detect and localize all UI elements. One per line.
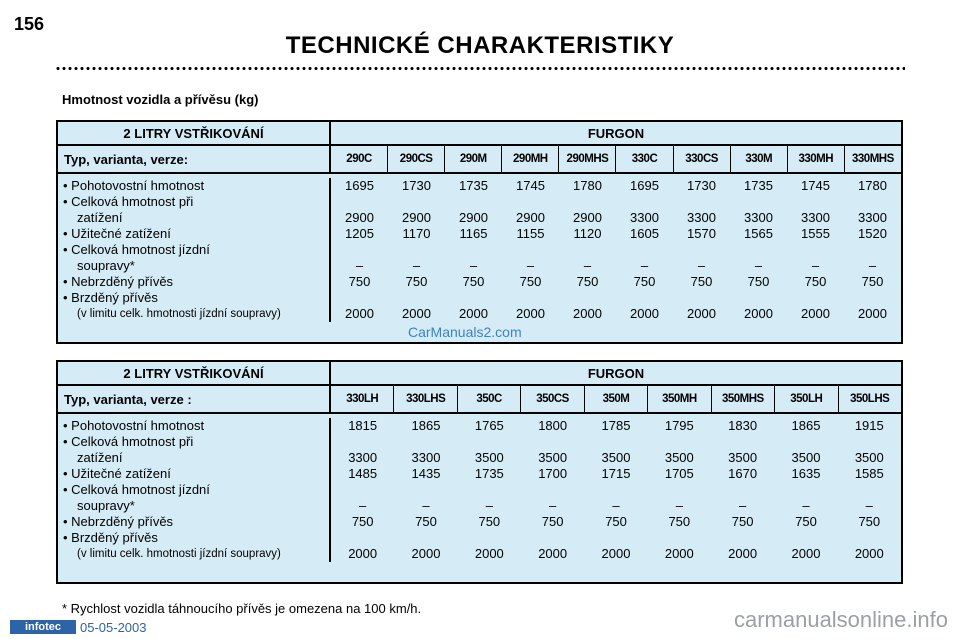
value-cell: 3500 xyxy=(728,450,758,465)
value-cell: 1815 xyxy=(348,418,378,433)
type-label: Typ, varianta, verze: xyxy=(58,146,331,172)
spacer xyxy=(711,530,774,546)
value-cell: 2000 xyxy=(858,306,887,321)
row-label: • Celková hmotnost při xyxy=(63,194,194,209)
row-label: (v limitu celk. hmotnosti jízdní soupravy) xyxy=(77,548,281,560)
spacer xyxy=(502,290,559,306)
value-cell: 2000 xyxy=(411,546,441,561)
value-cell: 1165 xyxy=(459,226,488,241)
value-cell: 1715 xyxy=(601,466,631,481)
value-cell: 2000 xyxy=(474,546,504,561)
version-header-row xyxy=(58,386,901,414)
value-cell: 2900 xyxy=(459,210,488,225)
row-label: zatížení xyxy=(77,450,123,465)
value-cell: 1705 xyxy=(664,466,694,481)
value-cell: 2000 xyxy=(664,546,694,561)
spacer xyxy=(730,290,787,306)
value-cell: – xyxy=(697,258,706,273)
spacer xyxy=(774,530,837,546)
version-name: 330MH xyxy=(788,146,845,172)
value-cell: – xyxy=(469,258,478,273)
value-cell: 750 xyxy=(541,514,564,529)
spacer xyxy=(445,242,502,258)
value-cell: 1700 xyxy=(538,466,568,481)
value-cell: 3500 xyxy=(791,450,821,465)
value-cell: – xyxy=(640,258,649,273)
page-number: 156 xyxy=(14,14,45,34)
version-name: 330MHS xyxy=(852,153,894,165)
value-cell: 1735 xyxy=(744,178,773,193)
value-cell: 1565 xyxy=(744,226,773,241)
value-column xyxy=(787,178,844,322)
version-name: 330C xyxy=(616,146,673,172)
version-name: 290MHS xyxy=(559,146,616,172)
value-cell: 2000 xyxy=(854,546,884,561)
value-cell: 1205 xyxy=(345,226,374,241)
value-cell: – xyxy=(355,258,364,273)
spacer xyxy=(502,194,559,210)
spacer xyxy=(331,434,394,450)
row-label: • Brzděný přívěs xyxy=(63,290,158,305)
value-cell: – xyxy=(583,258,592,273)
spacer xyxy=(730,242,787,258)
spacer xyxy=(774,482,837,498)
value-cell: 1670 xyxy=(728,466,758,481)
value-cell: – xyxy=(359,498,367,513)
value-cell: 2900 xyxy=(516,210,545,225)
value-cell: 750 xyxy=(731,514,754,529)
value-cell: 3300 xyxy=(801,210,830,225)
value-cell: 1635 xyxy=(791,466,821,481)
spacer xyxy=(388,242,445,258)
value-cell: 1170 xyxy=(402,226,431,241)
spacer xyxy=(616,194,673,210)
value-cell: 1745 xyxy=(801,178,830,193)
spacer xyxy=(673,194,730,210)
version-name: 350LH xyxy=(775,386,838,412)
value-cell: 750 xyxy=(747,274,770,289)
spacer xyxy=(331,242,388,258)
body-type-label: FURGON xyxy=(587,365,645,381)
value-cell: 750 xyxy=(795,514,817,529)
engine-label: 2 LITRY VSTŘIKOVÁNÍ xyxy=(58,122,331,144)
value-cell: 3300 xyxy=(744,210,773,225)
value-cell: 3500 xyxy=(474,450,504,465)
spacer xyxy=(521,434,584,450)
value-column xyxy=(521,418,584,562)
print-date: 05-05-2003 xyxy=(80,620,147,635)
version-header-row xyxy=(58,146,901,174)
engine-label: 2 LITRY VSTŘIKOVÁNÍ xyxy=(58,362,331,384)
type-label: Typ, varianta, verze : xyxy=(58,386,331,412)
value-column xyxy=(388,178,445,322)
value-cell: 2000 xyxy=(459,306,488,321)
value-cell: 3300 xyxy=(348,450,378,465)
spacer xyxy=(673,242,730,258)
value-cell: 1435 xyxy=(411,466,441,481)
value-cell: 1735 xyxy=(459,178,488,193)
value-cell: – xyxy=(802,498,810,513)
value-cell: 1605 xyxy=(630,226,659,241)
value-cell: 1745 xyxy=(516,178,545,193)
value-cell: – xyxy=(412,258,421,273)
value-column xyxy=(648,418,711,562)
body-type-label: FURGON xyxy=(587,125,645,141)
value-cell: 2900 xyxy=(345,210,374,225)
value-cell: – xyxy=(422,498,430,513)
value-cell: 1795 xyxy=(664,418,694,433)
row-label: zatížení xyxy=(77,210,123,225)
spacer xyxy=(331,530,394,546)
value-cell: 2900 xyxy=(402,210,431,225)
value-column xyxy=(331,418,394,562)
value-cell: 750 xyxy=(605,514,627,529)
row-label: (v limitu celk. hmotnosti jízdní soupravy) xyxy=(77,308,281,320)
value-cell: 2000 xyxy=(791,546,821,561)
value-cell: 750 xyxy=(861,274,884,289)
row-labels xyxy=(58,418,331,562)
value-cell: – xyxy=(868,258,877,273)
value-column xyxy=(711,418,774,562)
spacer xyxy=(730,194,787,210)
value-cell: 2000 xyxy=(516,306,545,321)
value-column xyxy=(394,418,457,562)
version-name: 350MH xyxy=(648,386,711,412)
value-cell: – xyxy=(739,498,747,513)
row-label: • Celková hmotnost při xyxy=(63,434,194,449)
row-labels xyxy=(58,178,331,322)
dotted-divider xyxy=(55,66,905,71)
value-cell: – xyxy=(526,258,535,273)
value-cell: 3300 xyxy=(630,210,659,225)
row-label: soupravy* xyxy=(77,258,135,273)
row-label: • Brzděný přívěs xyxy=(63,530,158,545)
value-cell: 3300 xyxy=(411,450,441,465)
value-column xyxy=(838,418,901,562)
version-name: 330LHS xyxy=(394,386,457,412)
value-cell: 2000 xyxy=(744,306,773,321)
spacer xyxy=(844,290,901,306)
value-cell: 1735 xyxy=(474,466,504,481)
version-name: 350LHS xyxy=(850,393,890,405)
row-label: • Užitečné zatížení xyxy=(63,226,171,241)
spacer xyxy=(648,530,711,546)
value-cell: 1120 xyxy=(573,226,602,241)
value-column xyxy=(458,418,521,562)
value-cell: 3300 xyxy=(687,210,716,225)
spacer xyxy=(584,434,647,450)
version-name: 330CS xyxy=(674,146,731,172)
row-label: soupravy* xyxy=(77,498,135,513)
value-cell: 1520 xyxy=(858,226,887,241)
value-cell: 1800 xyxy=(538,418,568,433)
value-cell: 750 xyxy=(858,514,881,529)
value-cell: 1485 xyxy=(348,466,378,481)
value-cell: 750 xyxy=(690,274,713,289)
value-cell: 1695 xyxy=(630,178,659,193)
version-name: 350MHS xyxy=(712,386,775,412)
spacer xyxy=(838,434,901,450)
value-cell: 1865 xyxy=(791,418,821,433)
value-cell: 1785 xyxy=(601,418,631,433)
spacer xyxy=(673,290,730,306)
value-cell: 3500 xyxy=(601,450,631,465)
spacer xyxy=(616,242,673,258)
version-name: 350C xyxy=(458,386,521,412)
value-column xyxy=(774,418,837,562)
value-column xyxy=(584,418,647,562)
version-name: 350M xyxy=(585,386,648,412)
spacer xyxy=(521,530,584,546)
value-column xyxy=(331,178,388,322)
row-label: • Nebrzděný přívěs xyxy=(63,514,174,529)
spacer xyxy=(584,530,647,546)
spacer xyxy=(844,242,901,258)
spacer xyxy=(787,290,844,306)
value-cell: 1765 xyxy=(474,418,504,433)
value-cell: 2000 xyxy=(630,306,659,321)
value-cell: 750 xyxy=(351,514,374,529)
watermark: CarManuals2.com xyxy=(408,324,522,340)
value-cell: – xyxy=(485,498,493,513)
value-cell: 1915 xyxy=(854,418,884,433)
value-cell: 1695 xyxy=(345,178,374,193)
value-column xyxy=(502,178,559,322)
row-label: • Užitečné zatížení xyxy=(63,466,171,481)
version-name: 330LH xyxy=(331,386,394,412)
value-cell: 2000 xyxy=(728,546,758,561)
value-column xyxy=(445,178,502,322)
row-label: • Nebrzděný přívěs xyxy=(63,274,174,289)
value-column xyxy=(616,178,673,322)
value-cell: 2000 xyxy=(801,306,830,321)
spacer xyxy=(711,482,774,498)
value-cell: 1730 xyxy=(402,178,431,193)
spacer xyxy=(394,434,457,450)
spacer xyxy=(445,290,502,306)
value-cell: 1570 xyxy=(687,226,716,241)
spacer xyxy=(559,290,616,306)
value-cell: 2900 xyxy=(573,210,602,225)
value-cell: 2000 xyxy=(687,306,716,321)
value-cell: 750 xyxy=(576,274,599,289)
value-cell: – xyxy=(865,498,873,513)
spacer xyxy=(844,194,901,210)
row-label: • Celková hmotnost jízdní xyxy=(63,482,210,497)
value-cell: 3500 xyxy=(664,450,694,465)
spacer xyxy=(458,482,521,498)
weight-table-2 xyxy=(56,360,903,584)
value-cell: 1780 xyxy=(858,178,887,193)
spacer xyxy=(458,530,521,546)
footnote: * Rychlost vozidla táhnoucího přívěs je omezena na 100 km/h. xyxy=(62,601,422,616)
version-name: 290CS xyxy=(388,146,445,172)
value-cell: 2000 xyxy=(601,546,631,561)
spacer xyxy=(648,482,711,498)
value-cell: 750 xyxy=(478,514,501,529)
value-cell: 750 xyxy=(405,274,428,289)
spacer xyxy=(331,290,388,306)
value-cell: 3300 xyxy=(858,210,887,225)
site-watermark: carmanualsonline.info xyxy=(733,607,948,632)
spacer xyxy=(331,482,394,498)
value-cell: – xyxy=(612,498,620,513)
value-cell: 1865 xyxy=(411,418,441,433)
value-cell: 3500 xyxy=(538,450,568,465)
row-label: • Pohotovostní hmotnost xyxy=(63,418,205,433)
value-cell: 750 xyxy=(415,514,437,529)
value-cell: 750 xyxy=(519,274,542,289)
value-cell: – xyxy=(754,258,763,273)
value-cell: 1730 xyxy=(687,178,716,193)
value-cell: 3500 xyxy=(854,450,884,465)
spacer xyxy=(388,194,445,210)
value-column xyxy=(673,178,730,322)
value-cell: 1830 xyxy=(728,418,758,433)
spacer xyxy=(774,434,837,450)
page-title: TECHNICKÉ CHARAKTERISTIKY xyxy=(285,32,675,59)
spacer xyxy=(787,194,844,210)
value-cell: 750 xyxy=(348,274,371,289)
value-cell: 2000 xyxy=(345,306,374,321)
value-cell: – xyxy=(811,258,820,273)
value-cell: 1585 xyxy=(854,466,884,481)
section-subtitle: Hmotnost vozidla a přívěsu (kg) xyxy=(62,92,259,107)
spacer xyxy=(394,530,457,546)
value-cell: – xyxy=(675,498,683,513)
value-cell: 750 xyxy=(633,274,656,289)
version-name: 330M xyxy=(731,146,788,172)
spacer xyxy=(331,194,388,210)
version-name: 290M xyxy=(445,146,502,172)
spacer xyxy=(445,194,502,210)
infotec-logo: infotec xyxy=(10,620,76,634)
value-cell: – xyxy=(549,498,557,513)
spacer xyxy=(559,194,616,210)
value-cell: 750 xyxy=(462,274,485,289)
spacer xyxy=(584,482,647,498)
value-cell: 1780 xyxy=(573,178,602,193)
row-label: • Celková hmotnost jízdní xyxy=(63,242,210,257)
value-cell: 2000 xyxy=(573,306,602,321)
spacer xyxy=(502,242,559,258)
value-cell: 2000 xyxy=(402,306,431,321)
version-name: 290MH xyxy=(502,146,559,172)
value-cell: 1555 xyxy=(801,226,830,241)
spacer xyxy=(648,434,711,450)
spacer xyxy=(787,242,844,258)
value-cell: 750 xyxy=(668,514,691,529)
row-label: • Pohotovostní hmotnost xyxy=(63,178,205,193)
table-header-row xyxy=(58,362,901,386)
value-cell: 1155 xyxy=(516,226,545,241)
spacer xyxy=(559,242,616,258)
value-column xyxy=(730,178,787,322)
spacer xyxy=(838,482,901,498)
value-cell: 2000 xyxy=(348,546,378,561)
spacer xyxy=(394,482,457,498)
value-cell: 750 xyxy=(804,274,827,289)
value-column xyxy=(844,178,901,322)
spacer xyxy=(711,434,774,450)
table-header-row xyxy=(58,122,901,146)
spacer xyxy=(458,434,521,450)
spacer xyxy=(521,482,584,498)
spacer xyxy=(388,290,445,306)
weight-table-1 xyxy=(56,120,903,344)
version-name: 350CS xyxy=(521,386,584,412)
spacer xyxy=(616,290,673,306)
value-column xyxy=(559,178,616,322)
spacer xyxy=(838,530,901,546)
version-name: 290C xyxy=(331,146,388,172)
value-cell: 2000 xyxy=(538,546,568,561)
